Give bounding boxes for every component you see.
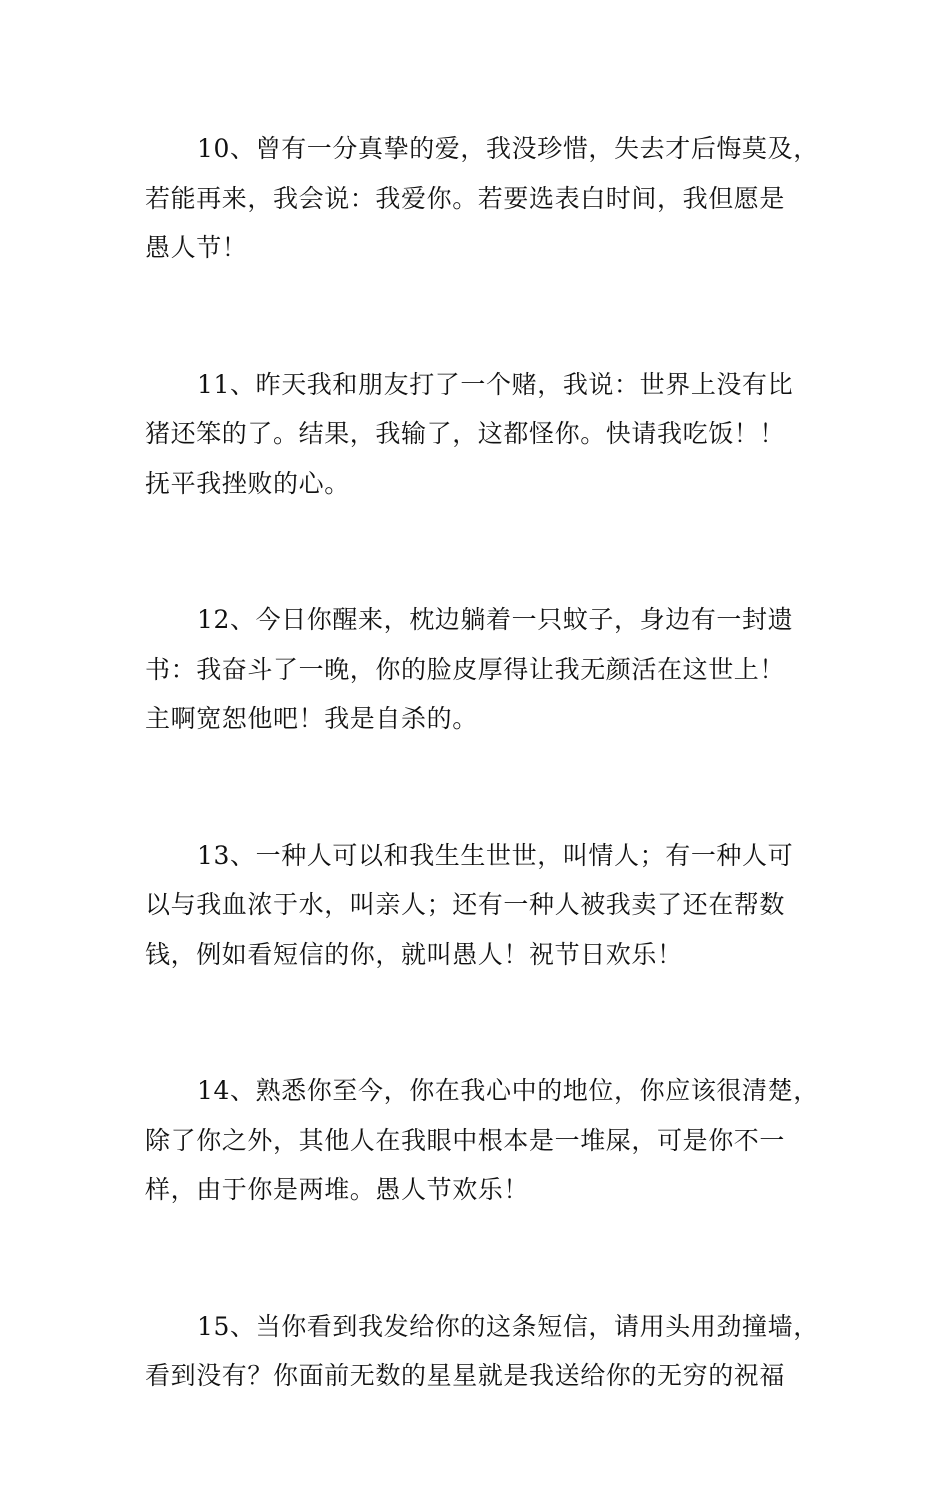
paragraph-line: 抚平我挫败的心。	[145, 468, 350, 498]
paragraph-line: 13、一种人可以和我生生世世，叫情人；有一种人可	[197, 840, 794, 870]
paragraph-line: 样，由于你是两堆。愚人节欢乐！	[145, 1175, 530, 1204]
document-body	[145, 124, 830, 1488]
paragraph-line: 若能再来，我会说：我爱你。若要选表白时间，我但愿是	[145, 183, 786, 213]
paragraph-line: 猪还笨的了。结果，我输了，这都怪你。快请我吃饭！！	[145, 419, 786, 448]
paragraph-line: 钱，例如看短信的你，就叫愚人！祝节日欢乐！	[145, 939, 683, 969]
paragraph-line: 11、昨天我和朋友打了一个赌，我说：世界上没有比	[197, 369, 794, 399]
paragraph-line: 以与我血浓于水，叫亲人；还有一种人被我卖了还在帮数	[145, 890, 786, 919]
paragraph-11	[145, 360, 830, 509]
paragraph-15	[145, 1302, 830, 1401]
paragraph-10	[145, 124, 830, 273]
paragraph-line: 书：我奋斗了一晚，你的脸皮厚得让我无颜活在这世上！	[145, 654, 786, 684]
paragraph-line: 主啊宽恕他吧！我是自杀的。	[145, 704, 478, 733]
paragraph-line: 15、当你看到我发给你的这条短信，请用头用劲撞墙，	[197, 1311, 819, 1341]
paragraph-line: 10、曾有一分真挚的爱，我没珍惜，失去才后悔莫及，	[197, 134, 819, 163]
paragraph-line: 14、熟悉你至今，你在我心中的地位，你应该很清楚，	[197, 1076, 819, 1105]
paragraph-14	[145, 1066, 830, 1215]
paragraph-13	[145, 831, 830, 980]
paragraph-line: 除了你之外，其他人在我眼中根本是一堆屎，可是你不一	[145, 1125, 786, 1155]
paragraph-line: 12、今日你醒来，枕边躺着一只蚊子，身边有一封遗	[197, 605, 794, 634]
paragraph-line: 愚人节！	[145, 233, 248, 262]
paragraph-line: 看到没有？你面前无数的星星就是我送给你的无穷的祝福	[145, 1361, 786, 1390]
paragraph-12	[145, 595, 830, 744]
